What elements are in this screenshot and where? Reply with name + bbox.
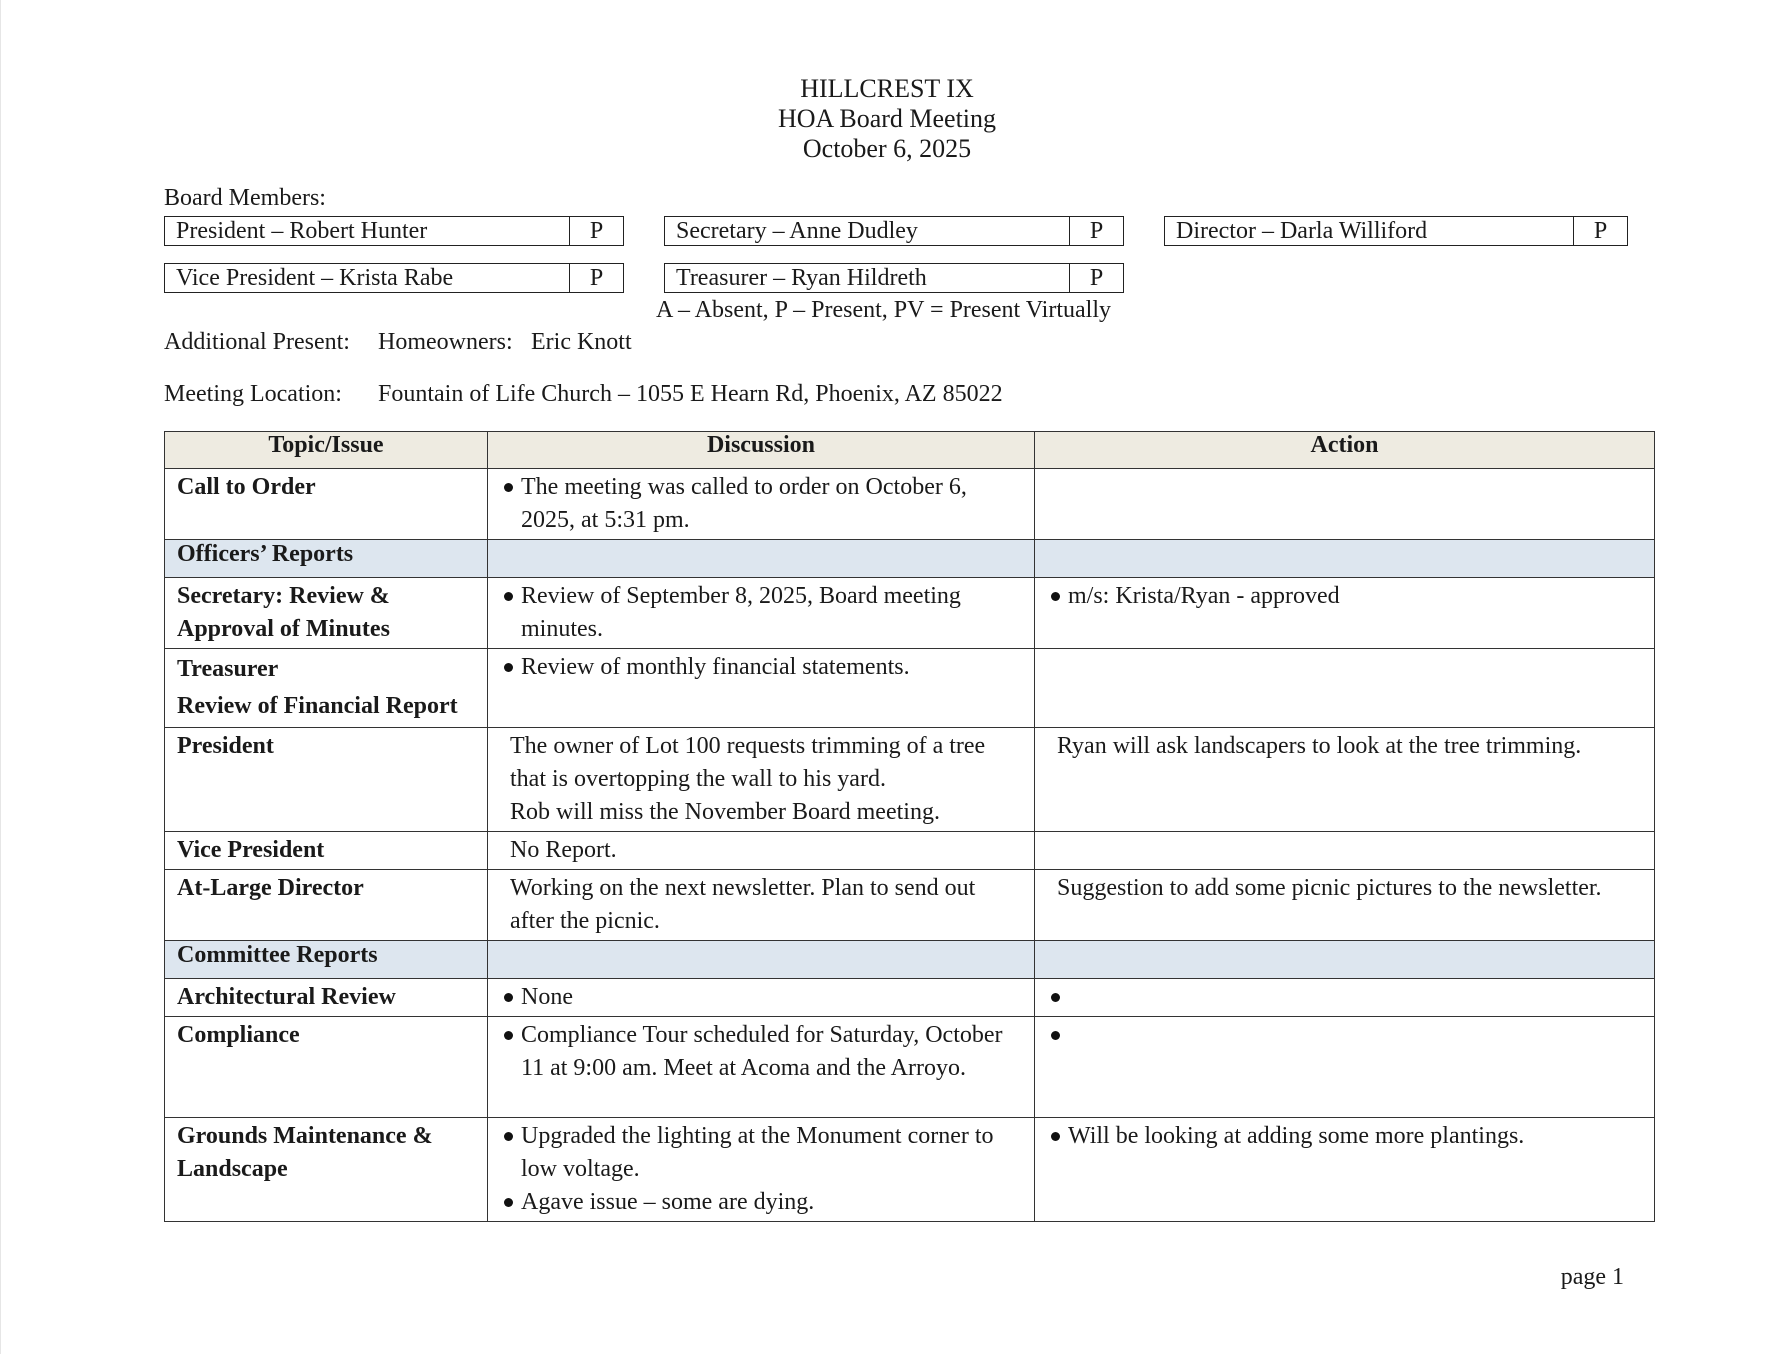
discussion-bullet: Agave issue – some are dying. [500,1186,1022,1219]
action-cell: Suggestion to add some picnic pictures to the newsletter. [1035,870,1655,941]
member-name: Treasurer – Ryan Hildreth [676,265,927,291]
topic-cell: At-Large Director [165,870,488,941]
section-spacer [1035,540,1655,578]
member-vice-president [164,263,624,293]
table-row [165,578,1655,649]
discussion-cell [488,649,1035,728]
action-cell [1035,832,1655,870]
member-status: P [1069,217,1123,245]
topic-line: Review of Financial Report [177,693,458,719]
discussion-cell [488,1017,1035,1118]
member-treasurer [664,263,1124,293]
org-name: HILLCREST IX [800,74,974,103]
table-row [165,870,1655,941]
table-row [165,1017,1655,1118]
document-title-block [1,74,1772,164]
meeting-name: HOA Board Meeting [777,104,997,133]
member-status: P [1573,217,1627,245]
discussion-text: No Report. [510,837,617,863]
member-name: Secretary – Anne Dudley [676,218,918,244]
topic-cell: Compliance [165,1017,488,1118]
topic-cell: Secretary: Review & Approval of Minutes [165,578,488,649]
discussion-bullet: Compliance Tour scheduled for Saturday, October 11 at 9:00 am. Meet at Acoma and the Arroyo. [500,1019,1022,1085]
discussion-cell [488,469,1035,540]
action-cell: Ryan will ask landscapers to look at the tree trimming. [1035,728,1655,832]
section-title: Officers’ Reports [165,540,488,578]
discussion-text: The owner of Lot 100 requests trimming of a tree that is overtopping the wall to his yard. [510,733,986,792]
discussion-cell [488,578,1035,649]
topic-cell: Vice President [165,832,488,870]
empty-bullet [1047,981,1642,1014]
discussion-cell [488,1118,1035,1222]
member-name: Director – Darla Williford [1176,218,1428,244]
header-discussion: Discussion [488,432,1035,469]
homeowners-label: Homeowners: [378,329,513,355]
page-number: page 1 [1560,1264,1624,1290]
discussion-bullet: Upgraded the lighting at the Monument corner to low voltage. [500,1120,1022,1186]
header-topic: Topic/Issue [165,432,488,469]
table-row [165,728,1655,832]
discussion-text: Working on the next newsletter. Plan to send out after the picnic. [510,875,976,934]
table-row [165,979,1655,1017]
section-title: Committee Reports [165,941,488,979]
discussion-bullet: Review of September 8, 2025, Board meeting minutes. [500,580,1022,646]
table-row [165,832,1655,870]
member-status: P [569,264,623,292]
action-bullet: m/s: Krista/Ryan - approved [1047,580,1642,613]
member-secretary [664,216,1124,246]
table-row [165,1118,1655,1222]
discussion-bullet: The meeting was called to order on October 6, 2025, at 5:31 pm. [500,471,1022,537]
member-name: President – Robert Hunter [176,218,428,244]
section-spacer [488,540,1035,578]
topic-cell [165,649,488,728]
topic-cell: President [165,728,488,832]
topic-cell: Call to Order [165,469,488,540]
meeting-location-value: Fountain of Life Church – 1055 E Hearn Rd, Phoenix, AZ 85022 [378,381,1003,407]
discussion-text: Rob will miss the November Board meeting. [510,799,940,825]
board-members-label: Board Members: [164,185,326,211]
table-header-row [165,432,1655,469]
member-status: P [1069,264,1123,292]
discussion-bullet: Review of monthly financial statements. [500,651,1022,684]
action-cell [1035,649,1655,728]
member-president [164,216,624,246]
topic-cell: Architectural Review [165,979,488,1017]
additional-present-label: Additional Present: [164,329,350,355]
action-cell [1035,1118,1655,1222]
section-spacer [1035,941,1655,979]
minutes-table [164,431,1655,1222]
meeting-date: October 6, 2025 [802,134,972,163]
meeting-location-label: Meeting Location: [164,381,342,407]
table-row [165,649,1655,728]
header-action: Action [1035,432,1655,469]
action-cell [1035,469,1655,540]
section-row [165,540,1655,578]
homeowner-names: Eric Knott [531,329,632,355]
member-status: P [569,217,623,245]
section-row [165,941,1655,979]
discussion-bullet: None [500,981,1022,1014]
action-cell [1035,979,1655,1017]
action-bullet: Will be looking at adding some more plantings. [1047,1120,1642,1153]
action-cell [1035,1017,1655,1118]
discussion-cell [488,870,1035,941]
discussion-cell [488,832,1035,870]
status-legend: A – Absent, P – Present, PV = Present Virtually [656,297,1111,323]
action-cell [1035,578,1655,649]
member-name: Vice President – Krista Rabe [176,265,454,291]
member-director [1164,216,1628,246]
discussion-cell [488,979,1035,1017]
empty-bullet [1047,1019,1642,1052]
discussion-cell [488,728,1035,832]
topic-cell: Grounds Maintenance & Landscape [165,1118,488,1222]
table-row [165,469,1655,540]
section-spacer [488,941,1035,979]
topic-line: Treasurer [177,656,279,682]
